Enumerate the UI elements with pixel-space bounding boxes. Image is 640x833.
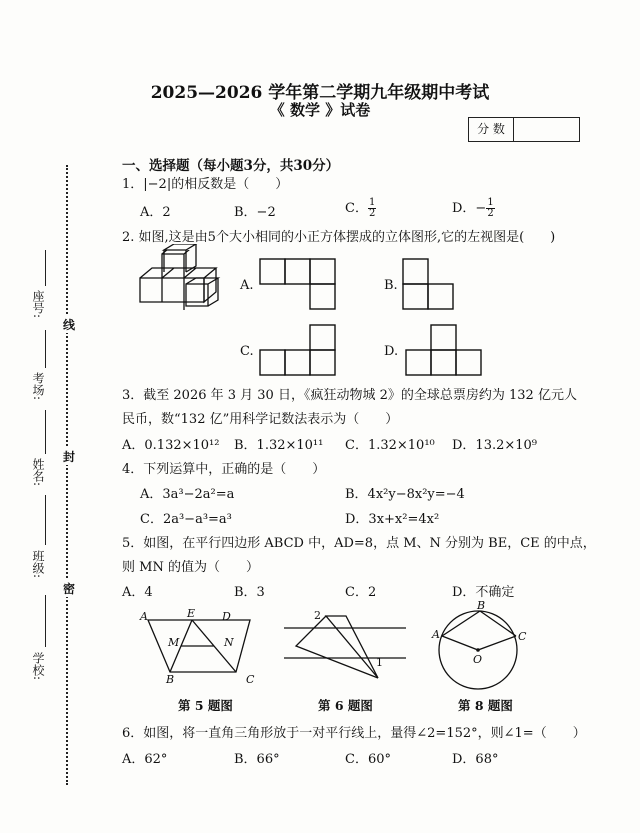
q4-option-d: D．3x+x²=4x² <box>345 512 440 527</box>
q1-option-c-label: C． <box>345 201 368 216</box>
room-label: 考场: <box>31 372 45 401</box>
q2-stem: 2. 如图,这是由5个大小相同的小正方体摆成的立体图形,它的左视图是( ) <box>122 230 556 245</box>
seat-label: 座号: <box>31 290 45 319</box>
fig8-label-a: A <box>432 628 440 641</box>
q5-option-d: D．不确定 <box>452 585 515 600</box>
q3-line1: 3．截至 2026 年 3 月 30 日，《疯狂动物城 2》的全球总票房约为 132 亿元人 <box>122 388 577 403</box>
room-field[interactable] <box>45 330 46 368</box>
q2-view-c <box>259 324 339 376</box>
exam-subtitle: 《 数学 》试卷 <box>269 101 371 119</box>
q5-line1: 5．如图，在平行四边形 ABCD 中，AD=8，点 M、N 分别为 BE，CE 的中点， <box>122 536 596 551</box>
q5-option-a: A．4 <box>122 585 153 600</box>
figure-5 <box>136 606 268 684</box>
school-field[interactable] <box>45 595 46 647</box>
q3-option-c: C．1.32×10¹⁰ <box>345 438 435 453</box>
fig8-label-o: O <box>473 653 483 666</box>
q3-option-d: D．13.2×10⁹ <box>452 438 538 453</box>
exam-title: 2025—2026 学年第二学期九年级期中考试 <box>150 83 490 103</box>
q6-option-d: D．68° <box>452 752 499 767</box>
seal-char-xian: 线 <box>63 318 76 332</box>
fig5-label-a: A <box>140 610 148 623</box>
class-label: 班级: <box>31 550 45 579</box>
figure-8-caption: 第 8 题图 <box>458 698 513 713</box>
class-field[interactable] <box>45 495 46 545</box>
q2-option-c: C. <box>240 344 254 359</box>
fig5-label-c: C <box>246 673 255 684</box>
fig5-label-d: D <box>222 610 231 623</box>
section-title: 一、选择题（每小题3分，共30分） <box>122 158 340 174</box>
binding-dotted-line <box>66 165 68 785</box>
figure-6-caption: 第 6 题图 <box>318 698 373 713</box>
q3-option-a: A．0.132×10¹² <box>122 438 220 453</box>
q2-view-d <box>405 324 485 376</box>
q4-stem: 4．下列运算中，正确的是（ ） <box>122 462 326 477</box>
seal-char-mi: 密 <box>63 582 76 596</box>
q1-option-b: B．−2 <box>234 205 276 220</box>
school-label: 学校: <box>31 652 45 681</box>
q1-fraction-c-num: 1 <box>368 197 376 208</box>
q1-fraction-d-num: 1 <box>487 197 494 208</box>
score-box <box>468 117 580 142</box>
fig5-label-m: M <box>168 636 180 649</box>
q5-option-b: B．3 <box>234 585 265 600</box>
q6-option-c: C．60° <box>345 752 391 767</box>
q2-solid-figure-top <box>136 244 226 314</box>
q4-option-c: C．2a³−a³=a³ <box>140 512 232 527</box>
q1-stem: 1．|−2|的相反数是（ ） <box>122 177 289 192</box>
q3-option-b: B．1.32×10¹¹ <box>234 438 324 453</box>
q2-view-b <box>402 258 458 310</box>
q1-fraction-d-den: 2 <box>487 208 494 219</box>
q3-line2: 民币，数“132 亿”用科学记数法表示为（ ） <box>122 412 399 427</box>
figure-6 <box>278 606 410 690</box>
q2-option-a: A. <box>240 278 254 293</box>
q1-option-a: A．2 <box>140 205 171 220</box>
fig5-label-n: N <box>224 636 234 649</box>
score-label: 分 数 <box>469 118 514 141</box>
q4-option-a: A．3a³−2a²=a <box>140 487 235 502</box>
fig5-label-e: E <box>187 607 196 620</box>
q1-fraction-c <box>368 198 376 219</box>
seat-field[interactable] <box>45 250 46 286</box>
q1-option-d <box>452 197 495 219</box>
figure-8 <box>430 600 540 692</box>
q5-line2: 则 MN 的值为（ ） <box>122 560 259 575</box>
fig6-label-2: 2 <box>314 609 321 622</box>
q2-view-a <box>259 258 339 310</box>
fig8-label-c: C <box>518 630 527 643</box>
q2-option-d: D. <box>384 344 399 359</box>
name-field[interactable] <box>45 410 46 454</box>
q6-stem: 6．如图，将一直角三角形放于一对平行线上，量得∠2=152°，则∠1=（ ） <box>122 726 586 741</box>
figure-5-caption: 第 5 题图 <box>178 698 233 713</box>
q2-option-b: B. <box>384 278 398 293</box>
seal-char-feng: 封 <box>63 450 76 464</box>
q1-option-d-label: D．− <box>452 201 487 216</box>
q1-fraction-c-den: 2 <box>368 208 376 219</box>
q1-fraction-d <box>486 198 494 219</box>
q6-option-a: A．62° <box>122 752 168 767</box>
q1-option-c <box>345 197 376 219</box>
score-field[interactable] <box>514 118 579 141</box>
q6-option-b: B．66° <box>234 752 280 767</box>
fig6-label-1: 1 <box>376 656 383 669</box>
name-label: 姓名: <box>31 458 45 487</box>
fig8-label-b: B <box>477 600 486 612</box>
q4-option-b: B．4x²y−8x²y=−4 <box>345 487 465 502</box>
q5-option-c: C．2 <box>345 585 377 600</box>
fig5-label-b: B <box>166 673 175 684</box>
